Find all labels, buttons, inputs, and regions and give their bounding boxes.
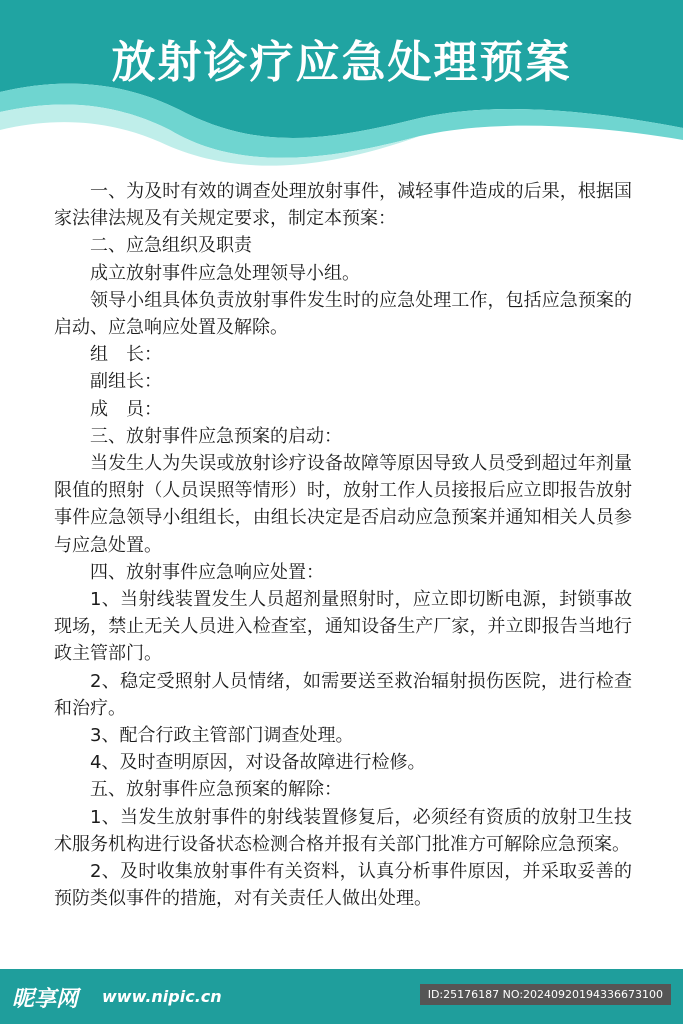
- paragraph: 五、放射事件应急预案的解除：: [90, 779, 342, 801]
- paragraph: 副组长：: [90, 371, 162, 393]
- document-body: [54, 178, 632, 912]
- paragraph: 1、当射线装置发生人员超剂量照射时，应立即切断电源，封锁事故现场，禁止无关人员进入检查室，通知设备生产厂家，并立即报告当地行政主管部门。: [54, 589, 632, 665]
- image-id-badge: ID:25176187 NO:20240920194336673100: [420, 984, 671, 1005]
- paragraph: 成立放射事件应急处理领导小组。: [90, 262, 360, 284]
- paragraph: 2、稳定受照射人员情绪，如需要送至救治辐射损伤医院，进行检查和治疗。: [54, 670, 632, 719]
- watermark-site-link[interactable]: www.nipic.cn: [102, 987, 222, 1006]
- footer-bar: [0, 969, 683, 1024]
- paragraph: 成 员：: [90, 398, 162, 420]
- paragraph: 二、应急组织及职责: [90, 235, 252, 257]
- paragraph: 4、及时查明原因，对设备故障进行检修。: [90, 752, 426, 774]
- paragraph: 1、当发生放射事件的射线装置修复后，必须经有资质的放射卫生技术服务机构进行设备状态检测合格并报有关部门批准方可解除应急预案。: [54, 806, 632, 855]
- paragraph: 领导小组具体负责放射事件发生时的应急处理工作，包括应急预案的启动、应急响应处置及解除。: [54, 289, 632, 339]
- paragraph: 3、配合行政主管部门调查处理。: [90, 725, 354, 747]
- paragraph: 当发生人为失误或放射诊疗设备故障等原因导致人员受到超过年剂量限值的照射（人员误照等情形）时，放射工作人员接报后应立即报告放射事件应急领导小组组长，由组长决定是否启动应急预案并通知相关人员参与应急处置。: [54, 453, 632, 556]
- paragraph: 三、放射事件应急预案的启动：: [90, 425, 342, 447]
- page-title: 放射诊疗应急处理预案: [111, 37, 572, 88]
- watermark-logo: 昵享网: [12, 987, 79, 1012]
- paragraph: 一、为及时有效的调查处理放射事件，减轻事件造成的后果，根据国家法律法规及有关规定要求，制定本预案：: [54, 181, 632, 230]
- header-banner: [0, 0, 683, 175]
- paragraph: 2、及时收集放射事件有关资料，认真分析事件原因，并采取妥善的预防类似事件的措施，对有关责任人做出处理。: [54, 861, 632, 910]
- paragraph: 组 长：: [90, 344, 162, 366]
- paragraph: 四、放射事件应急响应处置：: [90, 561, 324, 583]
